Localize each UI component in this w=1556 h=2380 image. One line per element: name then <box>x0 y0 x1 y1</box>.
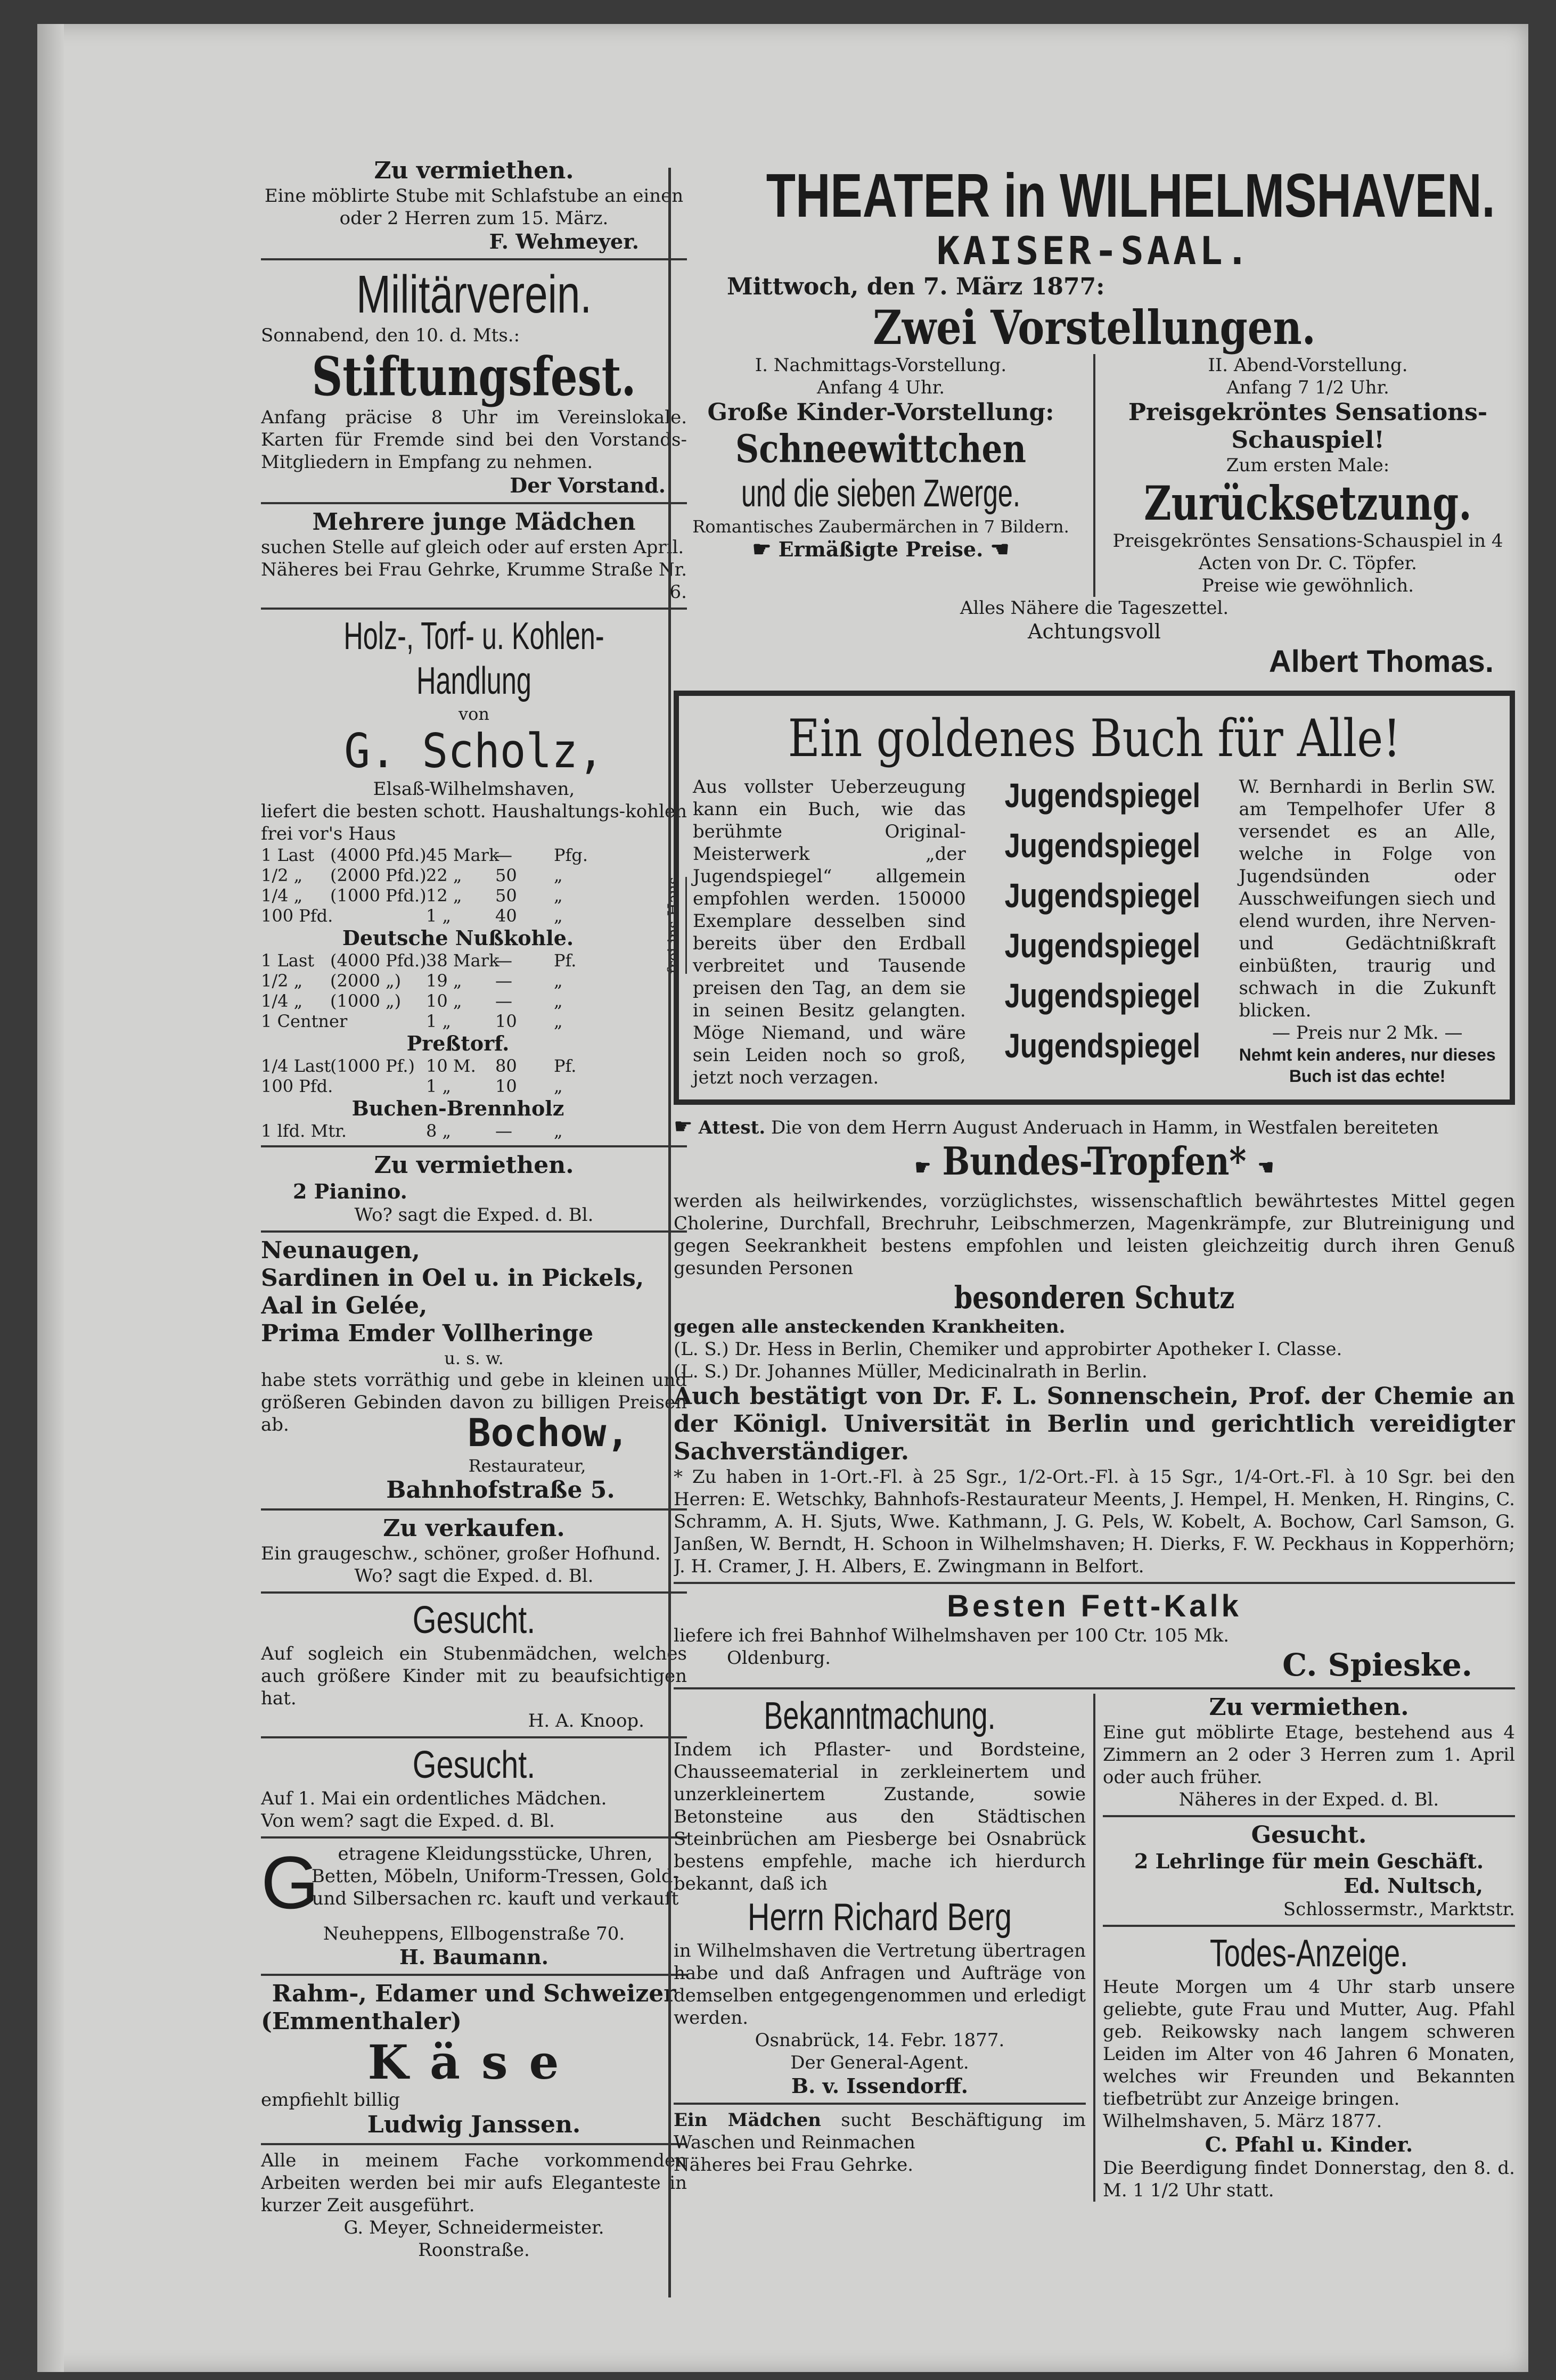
price-row: 1 Last (4000 Pfd.) 45 Mark — Pfg. <box>261 845 588 865</box>
show-kind: Große Kinder-Vorstellung: <box>707 399 1054 426</box>
ad-role: Schlossermstr., Marktstr. <box>1283 1899 1515 1920</box>
matinee-block <box>674 354 1095 597</box>
ad-kleidung <box>261 1843 687 1969</box>
newspaper-page <box>37 24 1528 2372</box>
ad-signature: B. v. Issendorff. <box>791 2074 969 2098</box>
attest-label: Attest. <box>698 1117 766 1138</box>
show-title: Schneewittchen <box>735 426 1026 471</box>
item-line: Sardinen in Oel u. in Pickels, <box>261 1265 644 1292</box>
ad-text: liefere ich frei Bahnhof Wilhelmshaven per 100 Ctr. 105 Mk. <box>674 1625 1230 1646</box>
ad-text: Eine möblirte Stube mit Schlafstube an einen oder 2 Herren zum 15. März. <box>264 185 684 229</box>
agent-name: Herrn Richard Berg <box>747 1896 1012 1939</box>
show-first: Zum ersten Male: <box>1226 455 1390 476</box>
ad-text: werden als heilwirkendes, vorzüglichstes, wissenschaftlich bewährtestes Mittel gegen Cholerine, Durchfall, Brechruhr, Leibschmerzen, Magenkrämpfe, zur Blutreinigung und gegen Seekrankheit bestens empfohlen und leisten gleichzeitig durch ihren Genuß gesunden Personen <box>674 1191 1515 1279</box>
ad-title: Zu vermiethen. <box>374 1152 574 1179</box>
evening-block <box>1095 354 1515 597</box>
company-name: G. Scholz, <box>344 724 604 778</box>
divider <box>1103 1815 1515 1817</box>
ad-title: Gesucht. <box>412 1744 536 1786</box>
ad-signature: H. A. Knoop. <box>528 1710 644 1731</box>
divider <box>261 2143 687 2145</box>
ad-date: Sonnabend, den 10. d. Mts.: <box>261 325 520 346</box>
theater-note: Alles Nähere die Tageszettel. <box>960 597 1229 619</box>
price-row: 1/4 „ (1000 „) 10 „ — „ <box>261 991 563 1011</box>
show-kind: Preisgekröntes Sensations-Schauspiel! <box>1128 399 1488 454</box>
ad-contact: Näheres bei Frau Gehrke, Krumme Straße Nr. 6. <box>261 559 687 603</box>
ad-text: liefert die besten schott. Haushaltungs-kohlen frei vor's Haus <box>261 801 687 844</box>
pointing-hand-icon: ☛ <box>914 1155 931 1180</box>
ad-maedchen <box>261 508 687 603</box>
ad-text: Anfang präcise 8 Uhr im Vereinslokale. Karten für Fremde sind bei den Vorstands-Mitgliedern in Empfang zu nehmen. <box>261 407 687 473</box>
ad-text: gegen alle ansteckenden Krankheiten. <box>674 1316 1066 1337</box>
ad-signature: F. Wehmeyer. <box>489 229 639 253</box>
ad-verkaufen <box>261 1515 687 1587</box>
ad-signature: Ludwig Janssen. <box>367 2111 581 2138</box>
company-address: Bahnhofstraße 5. <box>386 1476 615 1504</box>
ad-where: Wo? sagt die Exped. d. Bl. <box>354 1565 594 1587</box>
ad-text-right: W. Bernhardi in Berlin SW. am Tempelhofer Ufer 8 versendet es an Alle, welche in Folge von Jugendsünden oder Ausschweifungen siech und elend wurden, ihre Nerven- und Gedächtnißkraft einbüßten, traurig und schwach in die Zukunft blicken. <box>1239 776 1496 1021</box>
divider <box>674 1687 1515 1689</box>
item-line: Aal in Gelée, <box>261 1292 428 1319</box>
show-price: ☛ Ermäßigte Preise. ☚ <box>752 537 1010 562</box>
ad-text: empfiehlt billig <box>261 2089 400 2111</box>
item-line: Neunaugen, <box>261 1237 420 1264</box>
theater-title: THEATER in WILHELMSHAVEN. <box>766 162 1495 230</box>
product-name: ☛ Bundes-Tropfen* ☚ <box>737 1139 1452 1190</box>
item-line: Prima Emder Vollheringe <box>261 1320 594 1347</box>
ad-jugendspiegel <box>674 691 1515 1105</box>
ad-address: Roonstraße. <box>418 2239 530 2261</box>
show-desc: Romantisches Zaubermärchen in 7 Bildern. <box>692 516 1069 537</box>
ad-theater <box>674 162 1515 680</box>
ad-vendors: * Zu haben in 1-Ort.-Fl. à 25 Sgr., 1/2-Ort.-Fl. à 15 Sgr., 1/4-Ort.-Fl. à 10 Sgr. bei den Herren: E. Wetschky, Bahnhofs-Restaurateur Meents, J. Hempel, H. Menken, H. Ringins, C. Schramm, A. H. Sjuts, Wwe. Kathmann, J. G. Pels, W. Kobelt, A. Bochow, Carl Samson, G. Janßen, W. Berndt, H. Schoon in Wilhelmshaven; H. Dierks, F. W. Peckhaus in Kopperhörn; J. H. Cramer, J. H. Albers, E. Zwingmann in Belfort. <box>674 1466 1515 1577</box>
book-title: Jugendspiegel <box>1004 926 1200 965</box>
ad-signature: Ed. Nultsch, <box>1344 1874 1483 1898</box>
side-note: frei ins Haus <box>664 877 687 974</box>
show-heading: II. Abend-Vorstellung. <box>1208 355 1408 376</box>
divider <box>261 1145 687 1147</box>
company-name: Bochow, <box>468 1410 629 1455</box>
ad-text: Alle in meinem Fache vorkommenden Arbeiten werden bei mir aufs Eleganteste in kurzer Zeit ausgeführt. <box>261 2150 687 2216</box>
ad-date: Osnabrück, 14. Febr. 1877. <box>755 2030 1005 2051</box>
ad-signature: C. Pfahl u. Kinder. <box>1205 2132 1413 2156</box>
ad-text: suchen Stelle auf gleich oder auf ersten April. <box>261 537 684 558</box>
price-row: 1/4 „ (1000 Pfd.) 12 „ 50 „ <box>261 885 563 906</box>
ad-title: Bekanntmachung. <box>764 1695 996 1737</box>
price-subheading: Preßtorf. <box>406 1031 510 1055</box>
ad-text: Auf sogleich ein Stubenmädchen, welches auch größere Kinder mit zu beaufsichtigen hat. <box>261 1643 687 1709</box>
price-row: 1/2 „ (2000 „) 19 „ — „ <box>261 971 563 991</box>
book-title: Jugendspiegel <box>1004 1027 1200 1065</box>
ad-contact: Näheres bei Frau Gehrke. <box>674 2154 914 2176</box>
ad-bochow <box>261 1237 687 1504</box>
show-heading: I. Nachmittags-Vorstellung. <box>755 355 1007 376</box>
divider <box>261 1591 687 1594</box>
ad-holz-kohlen <box>261 614 687 1141</box>
theater-subtitle: Zwei Vorstellungen. <box>873 300 1316 355</box>
pointing-hand-icon: ☛ <box>752 537 772 562</box>
divider <box>261 608 687 610</box>
price-row: 1/2 „ (2000 Pfd.) 22 „ 50 „ <box>261 865 563 885</box>
divider <box>1103 1925 1515 1927</box>
ad-confirmation: Auch bestätigt von Dr. F. L. Sonnenschein, Prof. der Chemie an der Königl. Universität in Berlin und gerichtlich vereidigter Sachverständiger. <box>674 1383 1515 1465</box>
signatory-line: (L. S.) Dr. Hess in Berlin, Chemiker und approbirter Apotheker I. Classe. <box>674 1339 1342 1360</box>
divider <box>674 1582 1515 1584</box>
ad-text: habe stets vorräthig und gebe in kleinen und größeren Gebinden davon zu billigen Preisen ab. <box>261 1369 687 1435</box>
ad-title: Gesucht. <box>1251 1821 1367 1849</box>
price-row: 1 lfd. Mtr. 8 „ — „ <box>261 1121 563 1141</box>
ad-text: sucht Beschäftigung im Waschen und Reinmachen <box>674 2110 1086 2153</box>
divider <box>261 1736 687 1738</box>
ad-where: Näheres in der Exped. d. Bl. <box>1178 1789 1439 1810</box>
ad-text: Indem ich Pflaster- und Bordsteine, Chausseematerial in zerkleinertem und unzerkleinertem Zustande, sowie Betonsteine aus den Städtischen Steinbrüchen am Piesberge bei Osnabrück bestens empfehle, mache ich hierdurch bekannt, daß ich <box>674 1739 1086 1894</box>
ad-title: Ein goldenes Buch für Alle! <box>788 709 1401 768</box>
right-subcolumn <box>1095 1694 1515 2202</box>
item-line: u. s. w. <box>444 1348 504 1368</box>
ad-signature: Der Vorstand. <box>510 473 666 497</box>
price-row: 1 Centner 1 „ 10 „ <box>261 1011 563 1031</box>
show-time: Anfang 7 1/2 Uhr. <box>1226 377 1389 398</box>
ad-text: etragene Kleidungsstücke, Uhren, Betten, Möbeln, Uniform-Tressen, Gold- und Silbersachen rc. kauft und verkauft <box>311 1843 679 1909</box>
ad-title: Todes-Anzeige. <box>1209 1932 1408 1975</box>
divider <box>261 1974 687 1976</box>
ad-role: Der General-Agent. <box>790 2052 969 2073</box>
price-row: 1/4 Last (1000 Pf.) 10 M. 80 Pf. <box>261 1056 577 1076</box>
price-subheading: Buchen-Brennholz <box>351 1096 564 1120</box>
divider <box>261 1836 687 1839</box>
ad-highlight: besonderen Schutz <box>954 1279 1235 1316</box>
ad-title: Zu vermiethen. <box>1209 1694 1409 1721</box>
ad-signature: G. Meyer, Schneidermeister. <box>343 2217 604 2238</box>
divider <box>674 2103 1086 2105</box>
ad-title: Holz-, Torf- u. Kohlen-Handlung <box>343 615 604 702</box>
ad-title: Gesucht. <box>412 1599 536 1642</box>
price-row: 100 Pfd. 1 „ 10 „ <box>261 1076 563 1096</box>
price-row: 100 Pfd. 1 „ 40 „ <box>261 906 563 926</box>
ad-text: Ein graugeschw., schöner, großer Hofhund. <box>261 1543 661 1564</box>
ad-maedchen-2 <box>674 2109 1086 2176</box>
pointing-hand-icon: ☚ <box>1257 1155 1274 1180</box>
ad-gesucht-2 <box>261 1743 687 1832</box>
ad-item: 2 Pianino. <box>293 1179 407 1203</box>
pointing-hand-icon: ☚ <box>990 537 1010 562</box>
event-name: Stiftungsfest. <box>312 345 636 408</box>
ad-where: Wo? sagt die Exped. d. Bl. <box>354 1204 594 1226</box>
ad-meyer <box>261 2149 687 2261</box>
ad-where: Von wem? sagt die Exped. d. Bl. <box>261 1810 555 1832</box>
right-column <box>674 24 1515 2372</box>
page-edge <box>37 24 64 2372</box>
left-column <box>261 24 687 2372</box>
ad-gesucht-1 <box>261 1598 687 1732</box>
ad-text: Die von dem Herrn August Anderuach in Hamm, in Westfalen bereiteten <box>771 1117 1439 1138</box>
ad-kaese <box>261 1980 687 2139</box>
ad-price: — Preis nur 2 Mk. — <box>1272 1022 1463 1044</box>
ad-line: Rahm-, Edamer und Schweizer <box>272 1980 676 2007</box>
ad-address: Neuheppens, Ellbogenstraße 70. <box>323 1923 625 1944</box>
ad-title: Mehrere junge Mädchen <box>312 508 636 536</box>
ad-fett-kalk <box>674 1588 1515 1683</box>
book-title: Jugendspiegel <box>1004 826 1200 865</box>
ad-von: von <box>458 704 489 724</box>
ad-product: Käse <box>367 2034 580 2090</box>
pointing-hand-icon: ☛ <box>674 1115 693 1139</box>
signatory-line: (L. S.) Dr. Johannes Müller, Medicinalrath in Berlin. <box>674 1361 1148 1382</box>
book-title: Jugendspiegel <box>1004 976 1200 1015</box>
show-time: Anfang 4 Uhr. <box>816 377 945 398</box>
theater-date: Mittwoch, den 7. März 1877: <box>727 273 1105 300</box>
ad-text-right-block <box>1239 776 1496 1087</box>
ad-title: Zu verkaufen. <box>383 1515 565 1542</box>
ad-text: Eine gut möblirte Etage, bestehend aus 4 Zimmern an 2 oder 3 Herren zum 1. April oder auch früher. <box>1103 1722 1515 1788</box>
theater-regards: Achtungsvoll <box>1028 620 1161 643</box>
ad-place: Oldenburg. <box>727 1647 831 1669</box>
ad-line: (Emmenthaler) <box>261 2008 462 2035</box>
ad-title: Ein Mädchen <box>674 2110 822 2131</box>
ad-date: Wilhelmshaven, 5. März 1877. <box>1103 2111 1382 2132</box>
ad-burial: Die Beerdigung findet Donnerstag, den 8. d. M. 1 1/2 Uhr statt. <box>1103 2157 1515 2201</box>
ad-text-left: Aus vollster Ueberzeugung kann ein Buch, wie das berühmte Original-Meisterwerk „der Jugendspiegel“ allgemein empfohlen werden. 150000 Exemplare desselben sind bereits über den Erdball verbreitet und Tausende preisen den Tag, an dem sie in seinen Besitz gelangten. Möge Niemand, und wäre sein Leiden noch so groß, jetzt noch verzagen. <box>693 776 966 1088</box>
show-title-2: und die sieben Zwerge. <box>741 472 1020 515</box>
initial-letter: G <box>261 1843 319 1924</box>
price-subheading: Deutsche Nußkohle. <box>342 926 574 950</box>
divider <box>261 502 687 504</box>
ad-text: Auf 1. Mai ein ordentliches Mädchen. <box>261 1788 607 1809</box>
ad-title: Militärverein. <box>356 265 592 324</box>
ad-note: Nehmt kein anderes, nur dieses Buch ist das echte! <box>1239 1045 1496 1086</box>
divider <box>261 1230 687 1233</box>
show-price: Preise wie gewöhnlich. <box>1201 575 1414 596</box>
ad-vermiethen-1 <box>261 157 687 254</box>
divider <box>261 1508 687 1511</box>
ad-bundes-tropfen <box>674 1115 1515 1578</box>
divider <box>261 258 687 260</box>
ad-text: Heute Morgen um 4 Uhr starb unsere geliebte, gute Frau und Mutter, Aug. Pfahl geb. Reikowsky nach langem schweren Leiden im Alter von 46 Jahren 6 Monaten, welches wir Freunden und Bekannten tiefbetrübt zur Anzeige bringen. <box>1103 1976 1515 2110</box>
ad-vermiethen-2 <box>1103 1694 1515 1811</box>
ad-militaerverein <box>261 265 687 498</box>
book-title: Jugendspiegel <box>1004 876 1200 915</box>
ad-text: in Wilhelmshaven die Vertretung übertragen habe und daß Anfragen und Aufträge von demselben entgegengenommen und erledigt werden. <box>674 1940 1086 2029</box>
ad-lehrlinge <box>1103 1821 1515 1921</box>
column-rule <box>668 168 671 2297</box>
ad-signature: H. Baumann. <box>399 1945 549 1969</box>
theater-signature: Albert Thomas. <box>1268 644 1494 679</box>
book-title-list <box>966 770 1239 1071</box>
book-title: Jugendspiegel <box>1004 776 1200 815</box>
company-role: Restaurateur, <box>468 1456 586 1476</box>
ad-title: Besten Fett-Kalk <box>947 1589 1242 1623</box>
ad-text: 2 Lehrlinge für mein Geschäft. <box>1134 1849 1484 1873</box>
left-subcolumn <box>674 1694 1095 2202</box>
ad-todesanzeige <box>1103 1931 1515 2202</box>
ad-signature: C. Spieske. <box>1282 1647 1472 1683</box>
ad-bekanntmachung <box>674 1694 1086 2098</box>
ad-title: Zu vermiethen. <box>374 157 574 184</box>
ad-pianino <box>261 1152 687 1226</box>
show-title: Zurücksetzung. <box>1144 475 1472 531</box>
show-desc: Preisgekröntes Sensations-Schauspiel in 4 Acten von Dr. C. Töpfer. <box>1112 530 1503 574</box>
theater-hall: KAISER-SAAL. <box>936 228 1252 273</box>
company-place: Elsaß-Wilhelmshaven, <box>373 778 575 800</box>
price-row: 1 Last (4000 Pfd.) 38 Mark — Pf. <box>261 950 577 971</box>
